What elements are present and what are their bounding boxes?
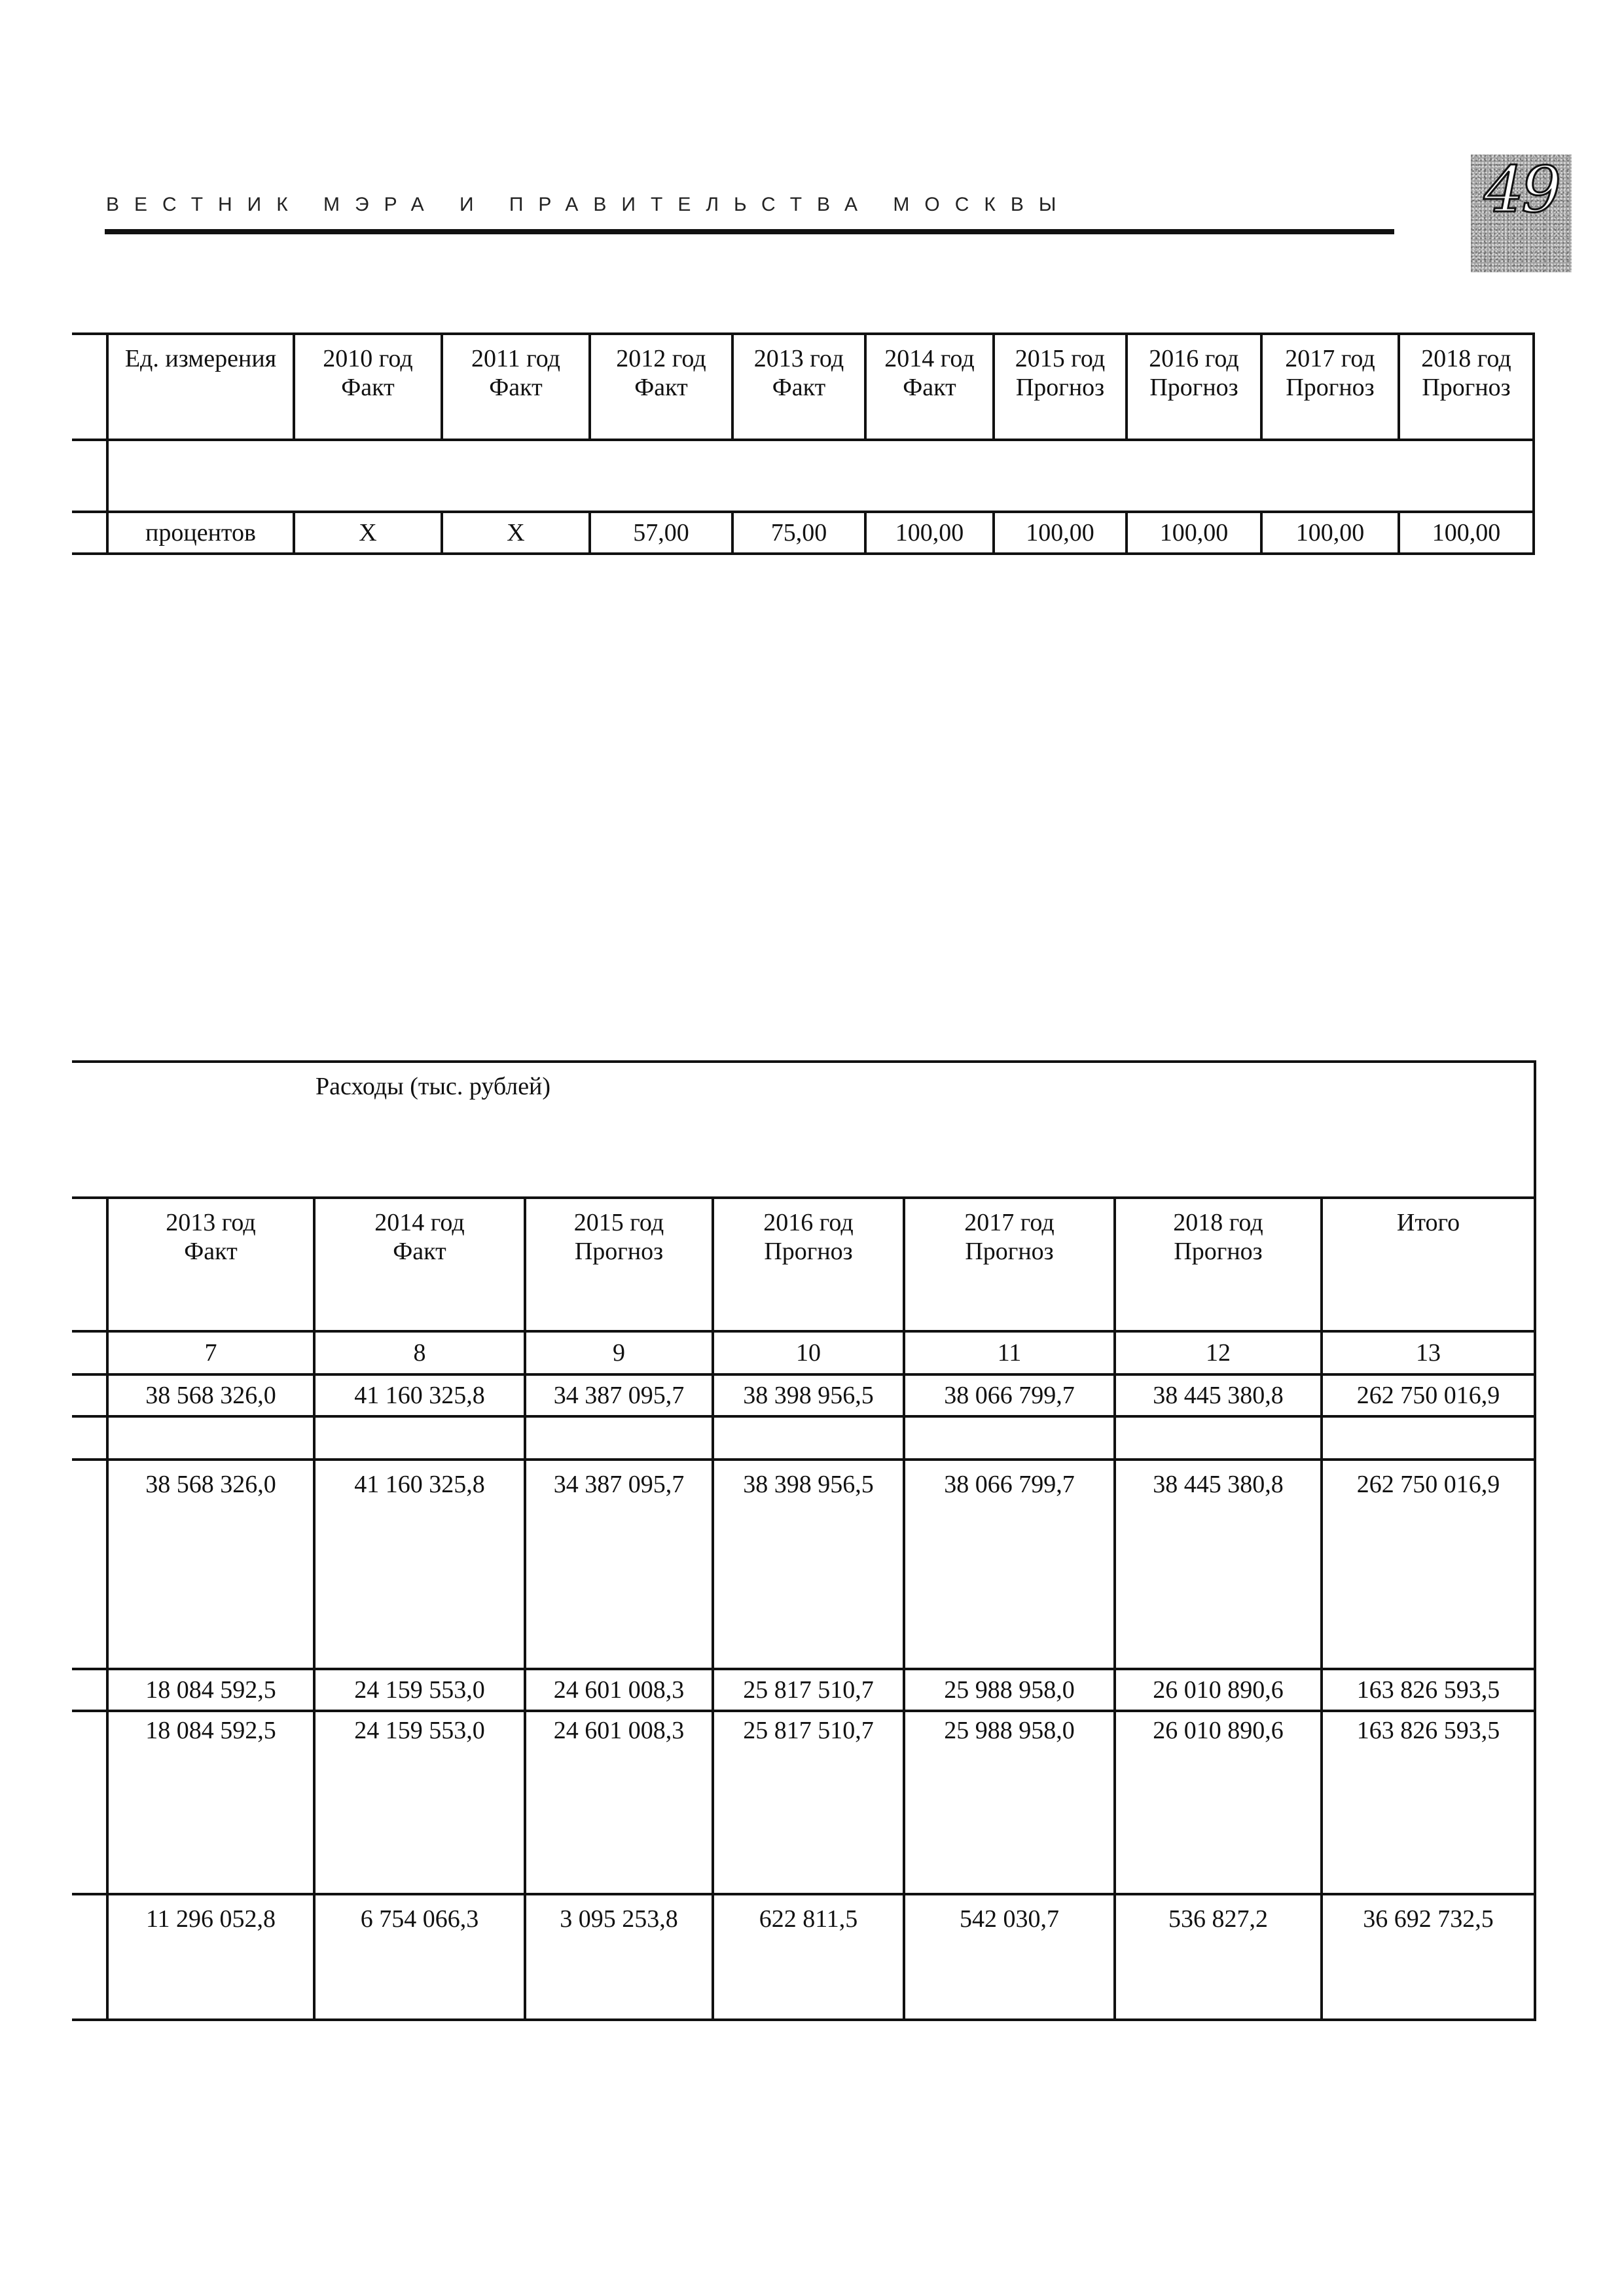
indicator-header-row (72, 334, 1534, 440)
column-number: 12 (1115, 1331, 1322, 1374)
value-cell: X (442, 512, 590, 554)
amount-cell: 6 754 066,3 (314, 1894, 525, 2020)
value-cell: 100,00 (1399, 512, 1534, 554)
unit-header: Ед. измерения (107, 334, 294, 440)
year-header: 2010 год Факт (294, 334, 442, 440)
total-header: Итого (1322, 1198, 1535, 1331)
year-header: 2012 год Факт (590, 334, 732, 440)
journal-title: ВЕСТНИК МЭРА И ПРАВИТЕЛЬСТВА МОСКВЫ (106, 194, 1072, 215)
amount-cell: 262 750 016,9 (1322, 1460, 1535, 1669)
amount-cell (1322, 1416, 1535, 1460)
value-cell: 100,00 (1127, 512, 1261, 554)
amount-cell: 18 084 592,5 (107, 1711, 314, 1894)
value-cell: 75,00 (732, 512, 865, 554)
year-header: 2016 год Прогноз (713, 1198, 904, 1331)
amount-cell (107, 1416, 314, 1460)
column-number: 13 (1322, 1331, 1535, 1374)
column-number: 11 (904, 1331, 1115, 1374)
amount-cell: 26 010 890,6 (1115, 1711, 1322, 1894)
table-row (72, 1711, 1535, 1894)
amount-cell: 38 568 326,0 (107, 1460, 314, 1669)
unit-cell: процентов (107, 512, 294, 554)
table-row (72, 1416, 1535, 1460)
year-header: 2015 год Прогноз (994, 334, 1127, 440)
amount-cell: 3 095 253,8 (525, 1894, 713, 2020)
indicator-table (72, 332, 1535, 555)
amount-cell: 163 826 593,5 (1322, 1669, 1535, 1711)
value-cell: 100,00 (1261, 512, 1399, 554)
year-header: 2017 год Прогноз (904, 1198, 1115, 1331)
indicator-name-cell (107, 440, 1534, 512)
amount-cell: 542 030,7 (904, 1894, 1115, 2020)
column-number-row (72, 1331, 1535, 1374)
year-header: 2014 год Факт (314, 1198, 525, 1331)
amount-cell: 25 988 958,0 (904, 1711, 1115, 1894)
amount-cell: 38 066 799,7 (904, 1460, 1115, 1669)
table-row (72, 1374, 1535, 1416)
year-header: 2017 год Прогноз (1261, 334, 1399, 440)
value-cell: 100,00 (994, 512, 1127, 554)
amount-cell: 25 988 958,0 (904, 1669, 1115, 1711)
amount-cell (1115, 1416, 1322, 1460)
amount-cell: 34 387 095,7 (525, 1460, 713, 1669)
amount-cell: 26 010 890,6 (1115, 1669, 1322, 1711)
year-header: 2018 год Прогноз (1399, 334, 1534, 440)
amount-cell: 24 601 008,3 (525, 1711, 713, 1894)
page-number-badge (1471, 154, 1572, 272)
indicator-data-row (72, 512, 1534, 554)
amount-cell: 38 445 380,8 (1115, 1460, 1322, 1669)
column-number: 8 (314, 1331, 525, 1374)
amount-cell: 163 826 593,5 (1322, 1711, 1535, 1894)
row-label-cell (72, 334, 107, 440)
amount-cell: 11 296 052,8 (107, 1894, 314, 2020)
year-header: 2014 год Факт (865, 334, 994, 440)
table-row (72, 1460, 1535, 1669)
year-header: 2015 год Прогноз (525, 1198, 713, 1331)
amount-cell: 38 445 380,8 (1115, 1374, 1322, 1416)
page-number: 49 (1483, 153, 1559, 226)
expenditure-table (72, 1060, 1536, 2021)
amount-cell: 38 398 956,5 (713, 1374, 904, 1416)
year-header: 2013 год Факт (107, 1198, 314, 1331)
amount-cell: 25 817 510,7 (713, 1711, 904, 1894)
amount-cell (314, 1416, 525, 1460)
amount-cell: 41 160 325,8 (314, 1460, 525, 1669)
year-header: 2013 год Факт (732, 334, 865, 440)
amount-cell (904, 1416, 1115, 1460)
expenditure-title-row (72, 1062, 1535, 1198)
amount-cell: 25 817 510,7 (713, 1669, 904, 1711)
amount-cell: 34 387 095,7 (525, 1374, 713, 1416)
table-row (72, 1669, 1535, 1711)
amount-cell: 38 066 799,7 (904, 1374, 1115, 1416)
indicator-name-row (72, 440, 1534, 512)
amount-cell (713, 1416, 904, 1460)
column-number: 7 (107, 1331, 314, 1374)
amount-cell: 18 084 592,5 (107, 1669, 314, 1711)
year-header: 2011 год Факт (442, 334, 590, 440)
amount-cell: 38 568 326,0 (107, 1374, 314, 1416)
amount-cell: 41 160 325,8 (314, 1374, 525, 1416)
amount-cell (525, 1416, 713, 1460)
year-header: 2018 год Прогноз (1115, 1198, 1322, 1331)
amount-cell: 24 601 008,3 (525, 1669, 713, 1711)
expenditure-title: Расходы (тыс. рублей) (107, 1062, 1535, 1198)
year-header: 2016 год Прогноз (1127, 334, 1261, 440)
amount-cell: 36 692 732,5 (1322, 1894, 1535, 2020)
amount-cell: 536 827,2 (1115, 1894, 1322, 2020)
amount-cell: 38 398 956,5 (713, 1460, 904, 1669)
column-number: 9 (525, 1331, 713, 1374)
value-cell: X (294, 512, 442, 554)
amount-cell: 24 159 553,0 (314, 1669, 525, 1711)
table-row (72, 1894, 1535, 2020)
column-number: 10 (713, 1331, 904, 1374)
expenditure-header-row (72, 1198, 1535, 1331)
amount-cell: 24 159 553,0 (314, 1711, 525, 1894)
header-divider (105, 229, 1394, 234)
amount-cell: 622 811,5 (713, 1894, 904, 2020)
amount-cell: 262 750 016,9 (1322, 1374, 1535, 1416)
value-cell: 100,00 (865, 512, 994, 554)
value-cell: 57,00 (590, 512, 732, 554)
